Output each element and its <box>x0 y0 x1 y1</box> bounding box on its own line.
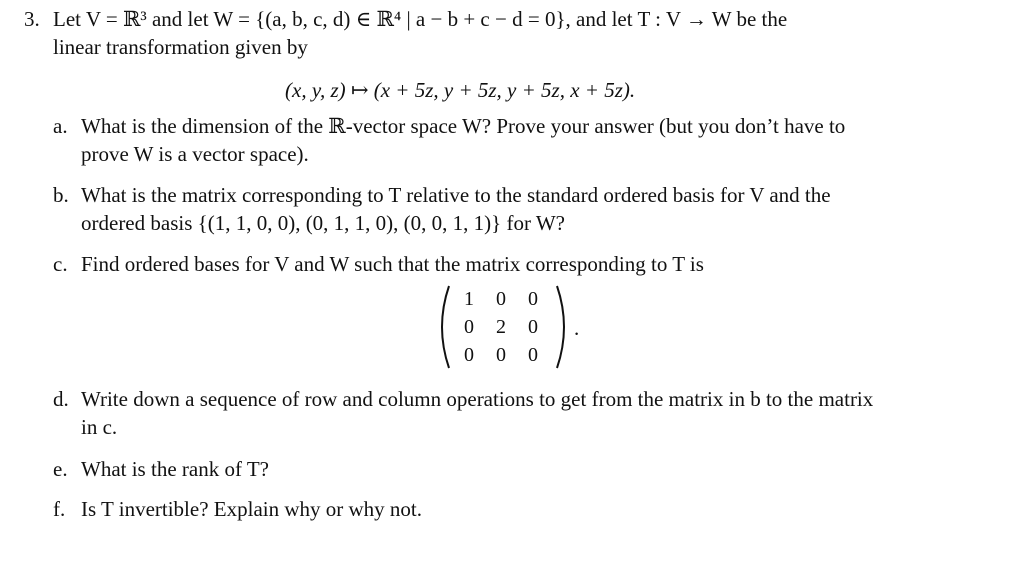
part-f-line-1: Is T invertible? Explain why or why not. <box>81 497 423 521</box>
transformation-formula: (x, y, z) ↦ (x + 5z, y + 5z, y + 5z, x + 5z). <box>285 78 636 102</box>
part-d-line-2: in c. <box>81 415 118 439</box>
matrix-cell: 2 <box>496 316 506 338</box>
part-b-line-2: ordered basis {(1, 1, 0, 0), (0, 1, 1, 0), (0, 0, 1, 1)} for W? <box>81 211 565 235</box>
part-f-label: f. <box>53 497 66 521</box>
matrix-cell: 0 <box>464 316 474 338</box>
matrix-cell: 1 <box>464 288 474 310</box>
matrix-cell: 0 <box>528 288 538 310</box>
problem-intro-line-1: Let V = ℝ³ and let W = {(a, b, c, d) ∈ ℝ⁴ | a − b + c − d = 0}, and let T : V → W be the <box>53 7 788 31</box>
problem-number: 3. <box>24 7 40 31</box>
part-d-line-1: Write down a sequence of row and column operations to get from the matrix in b to the matrix <box>81 387 874 411</box>
part-b-label: b. <box>53 183 69 207</box>
matrix-period: . <box>574 316 580 340</box>
part-c-label: c. <box>53 252 68 276</box>
part-a-line-1: What is the dimension of the ℝ-vector space W? Prove your answer (but you don’t have to <box>81 114 846 138</box>
part-e-line-1: What is the rank of T? <box>81 457 269 481</box>
matrix-cell: 0 <box>528 316 538 338</box>
part-e-label: e. <box>53 457 68 481</box>
matrix-cell: 0 <box>464 344 474 366</box>
matrix-cell: 0 <box>496 344 506 366</box>
part-d-label: d. <box>53 387 69 411</box>
matrix-3x3 <box>433 284 583 370</box>
part-c-line-1: Find ordered bases for V and W such that the matrix corresponding to T is <box>81 252 704 276</box>
problem-intro-line-2: linear transformation given by <box>53 35 308 59</box>
part-b-line-1: What is the matrix corresponding to T relative to the standard ordered basis for V and the <box>81 183 831 207</box>
part-a-label: a. <box>53 114 68 138</box>
matrix-cell: 0 <box>496 288 506 310</box>
part-a-line-2: prove W is a vector space). <box>81 142 309 166</box>
matrix-cell: 0 <box>528 344 538 366</box>
